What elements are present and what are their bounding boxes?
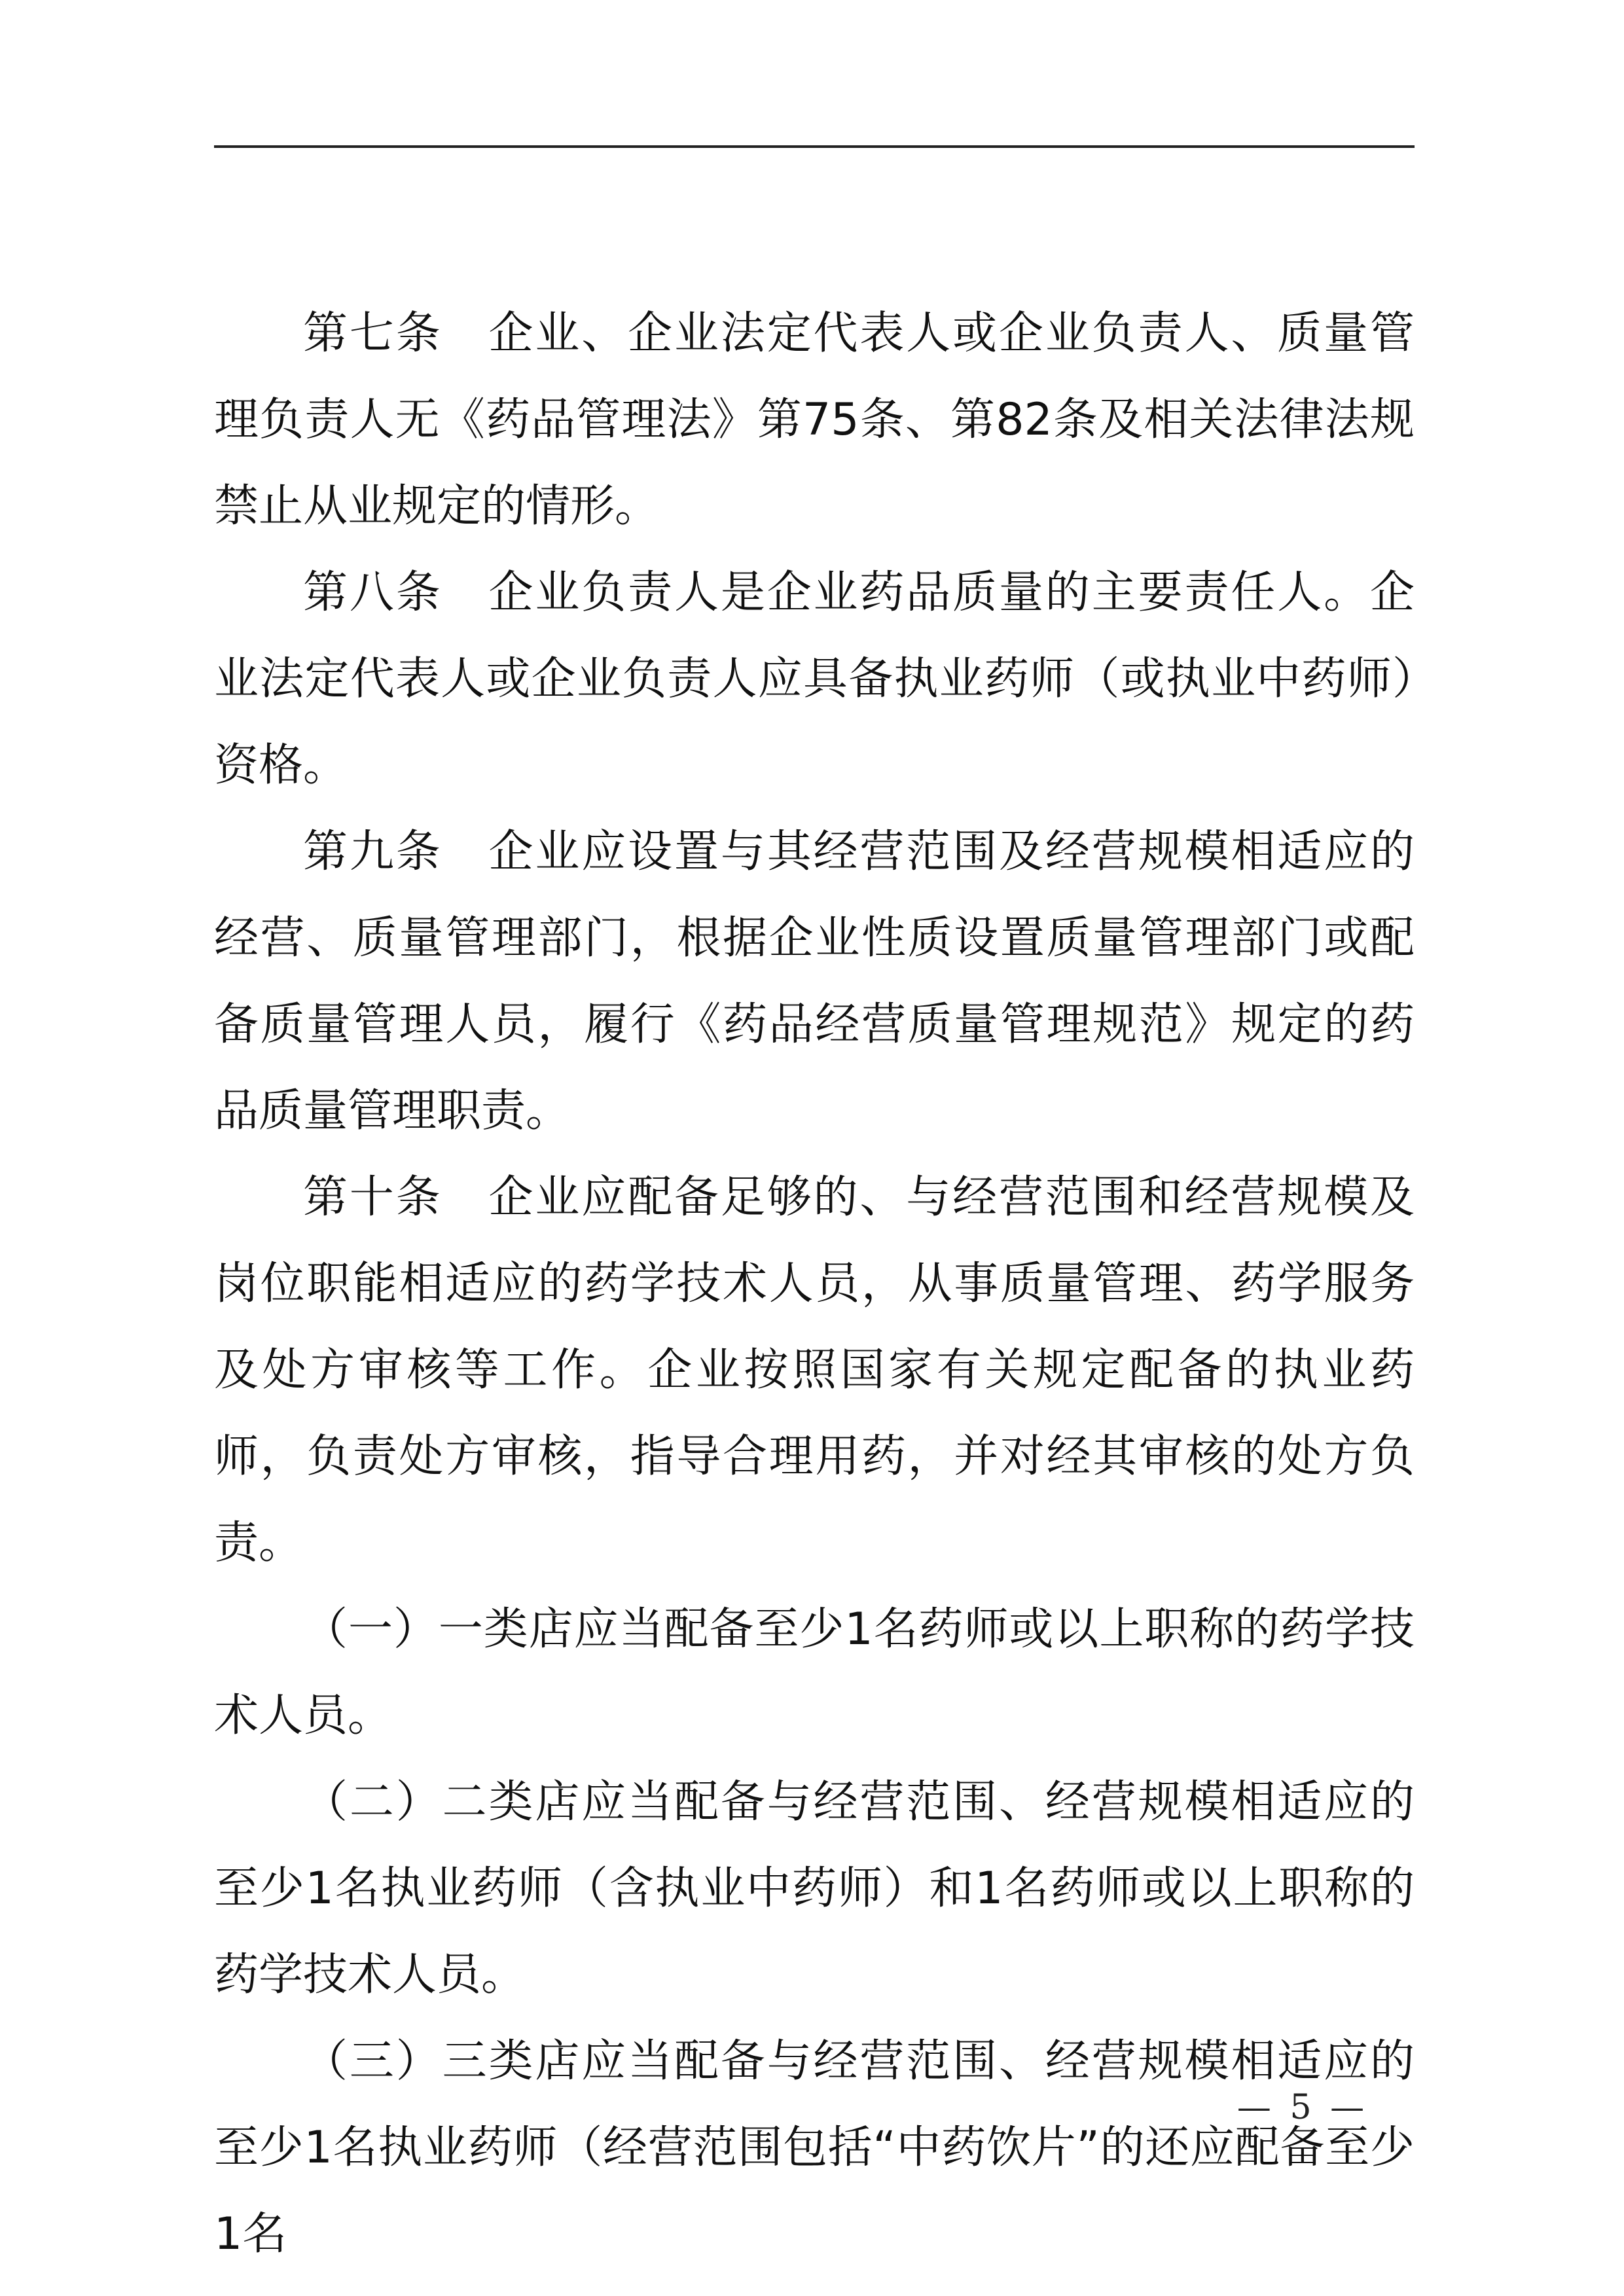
article-10-item-1: （一）一类店应当配备至少1名药师或以上职称的药学技术人员。 <box>214 1604 1415 1742</box>
article-9: 第九条 企业应设置与其经营范围及经营规模相适应的经营、质量管理部门，根据企业性质设置质量管理部门或配备质量管理人员，履行《药品经营质量管理规范》规定的药品质量管理职责。 <box>214 826 1415 1137</box>
article-8: 第八条 企业负责人是企业药品质量的主要责任人。企业法定代表人或企业负责人应具备执业药师（或执业中药师）资格。 <box>214 567 1415 791</box>
article-10-item-2: （二）二类店应当配备与经营范围、经营规模相适应的至少1名执业药师（含执业中药师）和1名药师或以上职称的药学技术人员。 <box>214 1776 1415 2001</box>
article-7: 第七条 企业、企业法定代表人或企业负责人、质量管理负责人无《药品管理法》第75条、第82条及相关法律法规禁止从业规定的情形。 <box>214 308 1415 532</box>
page-number: — 5 — <box>1236 2088 1369 2127</box>
document-body <box>214 291 1415 2278</box>
article-10: 第十条 企业应配备足够的、与经营范围和经营规模及岗位职能相适应的药学技术人员，从事质量管理、药学服务及处方审核等工作。企业按照国家有关规定配备的执业药师，负责处方审核，指导合理用药，并对经其审核的处方负责。 <box>214 1172 1415 1569</box>
article-10-item-3: （三）三类店应当配备与经营范围、经营规模相适应的至少1名执业药师（经营范围包括“中药饮片”的还应配备至少1名 <box>214 2036 1415 2260</box>
header-rule <box>214 145 1415 148</box>
